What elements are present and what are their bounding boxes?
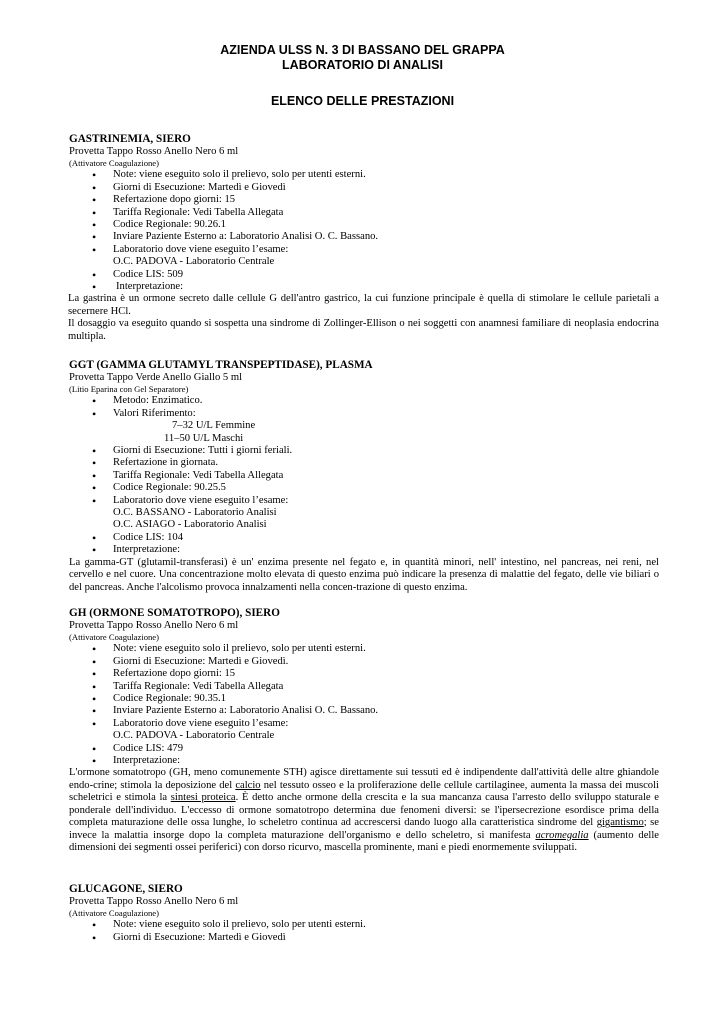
interpretation-label: • Interpretazione: [69,281,659,293]
sintesi-proteica-link[interactable]: sintesi proteica [170,792,236,804]
tube-note: (Litio Eparina con Gel Separatore) [69,384,189,395]
list-item: • Laboratorio dove viene eseguito l’esame: [69,244,659,256]
lis-code: • Codice LIS: 104 [69,532,659,544]
interpretation-label: • Interpretazione: [69,544,659,556]
list-item: • Giorni di Esecuzione: Martedì e Giovedì [69,182,659,194]
info-list-3 [69,532,659,557]
lis-code: • Codice LIS: 509 [69,269,659,281]
section-glucagone [69,883,659,944]
lab-name: O.C. PADOVA - Laboratorio Centrale [113,730,275,742]
reference-male: 11–50 U/L Maschi [164,432,244,444]
list-item: • Note: viene eseguito solo il prelievo, solo per utenti esterni. [69,643,659,655]
section-title: GH (ORMONE SOMATOTROPO), SIERO [69,607,280,619]
interpretation-text: La gamma-GT (glutamil-transferasi) è un' enzima presente nel fegato e, in quantità minori, nell' intestino, nel pancreas, nei reni, nel cervello e nel cuore. Una concentrazione molto elevata di questo enzima può indicare la presenza di malattie del fegato, delle vie biliari o del pancreas. Anche l'alcolismo provoca innalzamenti nella concen-trazione di questo enzima. [69,556,659,593]
list-item: • Giorni di Esecuzione: Martedì e Giovedì. [69,656,659,668]
interpretation-label: • Interpretazione: [69,755,659,767]
list-item: • Inviare Paziente Esterno a: Laboratorio Analisi O. C. Bassano. [69,231,659,243]
section-title: GLUCAGONE, SIERO [69,883,183,895]
calcio-link[interactable]: calcio [235,779,261,791]
section-title: GASTRINEMIA, SIERO [69,133,191,145]
reference-label: • Valori Riferimento: [69,408,659,420]
text-run: (aumento delle dimensioni dei segmenti ossei periferici) con dorso ricurvo, mascella prominente, mani e piedi enormemente sviluppati. [69,829,659,853]
list-item: • Laboratorio dove viene eseguito l’esame: [69,718,659,730]
tube-note: (Attivatore Coagulazione) [69,908,159,919]
text-run: L'ormone somatotropo (GH, meno comunemente STH) agisce direttamente sui tessuti ed è indipendente dall'attività delle altre ghiandole endo-crine; stimola la deposizione del [69,767,659,791]
list-item: • Codice Regionale: 90.35.1 [69,693,659,705]
text-run: . È detto anche ormone della crescita e la sua mancanza causa l'arresto dello sviluppo staturale e ponderale dell'individuo. L'eccesso di ormone somatotropo determina due fenomeni diversi: se l'ipersecrezione esordisce prima della completa maturazione delle ossa lunghe, lo scheletro continua ad accrescersi dando luogo alla caratteristica sindrome del [69,792,659,829]
gigantismo-link[interactable]: gigantismo [596,817,644,829]
tube-type: Provetta Tappo Rosso Anello Nero 6 ml [69,146,239,157]
info-list-2 [69,743,659,768]
header-organization: AZIENDA ULSS N. 3 DI BASSANO DEL GRAPPA [220,43,505,57]
info-list [69,643,659,730]
lab-name-2: O.C. ASIAGO - Laboratorio Analisi [113,519,267,531]
tube-note: (Attivatore Coagulazione) [69,632,159,643]
interpretation-text: La gastrina è un ormone secreto dalle cellule G dell'antro gastrico, la cui funzione principale è quella di stimolare le cellule parietali a secernere HCl. [68,293,659,317]
method: • Metodo: Enzimatico. [69,395,659,407]
section-gh [69,607,659,854]
interpretation-text [69,767,659,854]
list-item: • Giorni di Esecuzione: Tutti i giorni feriali. [69,445,659,457]
lab-name: O.C. PADOVA - Laboratorio Centrale [113,256,275,268]
reference-female: 7–32 U/L Femmine [172,420,256,432]
tube-note: (Attivatore Coagulazione) [69,158,159,169]
header-list-title: ELENCO DELLE PRESTAZIONI [270,94,455,108]
list-item: • Tariffa Regionale: Vedi Tabella Allegata [69,681,659,693]
section-gastrinemia [69,133,659,343]
list-item: • Refertazione in giornata. [69,457,659,469]
tube-type: Provetta Tappo Rosso Anello Nero 6 ml [69,620,239,631]
list-item: • Codice Regionale: 90.25.5 [69,482,659,494]
lis-code: • Codice LIS: 479 [69,743,659,755]
list-item: • Refertazione dopo giorni: 15 [69,668,659,680]
section-ggt [69,359,659,594]
lab-name: O.C. BASSANO - Laboratorio Analisi [113,507,277,519]
section-title: GGT (GAMMA GLUTAMYL TRANSPEPTIDASE), PLASMA [69,359,373,371]
list-item: • Laboratorio dove viene eseguito l’esame: [69,495,659,507]
text-run: nel tessuto osseo e la proliferazione delle cellule cartilaginee, aumenta la massa dei muscoli scheletrici e stimola la [69,779,659,804]
list-item: • Tariffa Regionale: Vedi Tabella Allegata [69,470,659,482]
list-item: • Note: viene eseguito solo il prelievo, solo per utenti esterni. [69,919,659,931]
info-list [69,919,659,944]
info-list-2 [69,269,659,294]
acromegalia-link[interactable]: acromegalia [535,829,589,841]
info-list-2 [69,445,659,507]
list-item: • Refertazione dopo giorni: 15 [69,194,659,206]
info-list [69,169,659,256]
tube-type: Provetta Tappo Rosso Anello Nero 6 ml [69,896,239,907]
header-lab: LABORATORIO DI ANALISI [282,58,443,72]
list-item: • Inviare Paziente Esterno a: Laboratorio Analisi O. C. Bassano. [69,705,659,717]
list-item: • Tariffa Regionale: Vedi Tabella Allegata [69,207,659,219]
text-run: ; se invece la malattia insorge dopo la completa maturazione dell'organismo e dello scheletro, si manifesta [69,817,659,841]
list-item: • Note: viene eseguito solo il prelievo, solo per utenti esterni. [69,169,659,181]
tube-type: Provetta Tappo Verde Anello Giallo 5 ml [69,372,243,383]
list-item: • Codice Regionale: 90.26.1 [69,219,659,231]
list-item: • Giorni di Esecuzione: Martedì e Giovedì [69,932,659,944]
info-list [69,395,659,420]
interpretation-text-2: Il dosaggio va eseguito quando si sospetta una sindrome di Zollinger-Ellison o nei soggetti con anamnesi familiare di neoplasia endocrina multipla. [68,318,659,342]
